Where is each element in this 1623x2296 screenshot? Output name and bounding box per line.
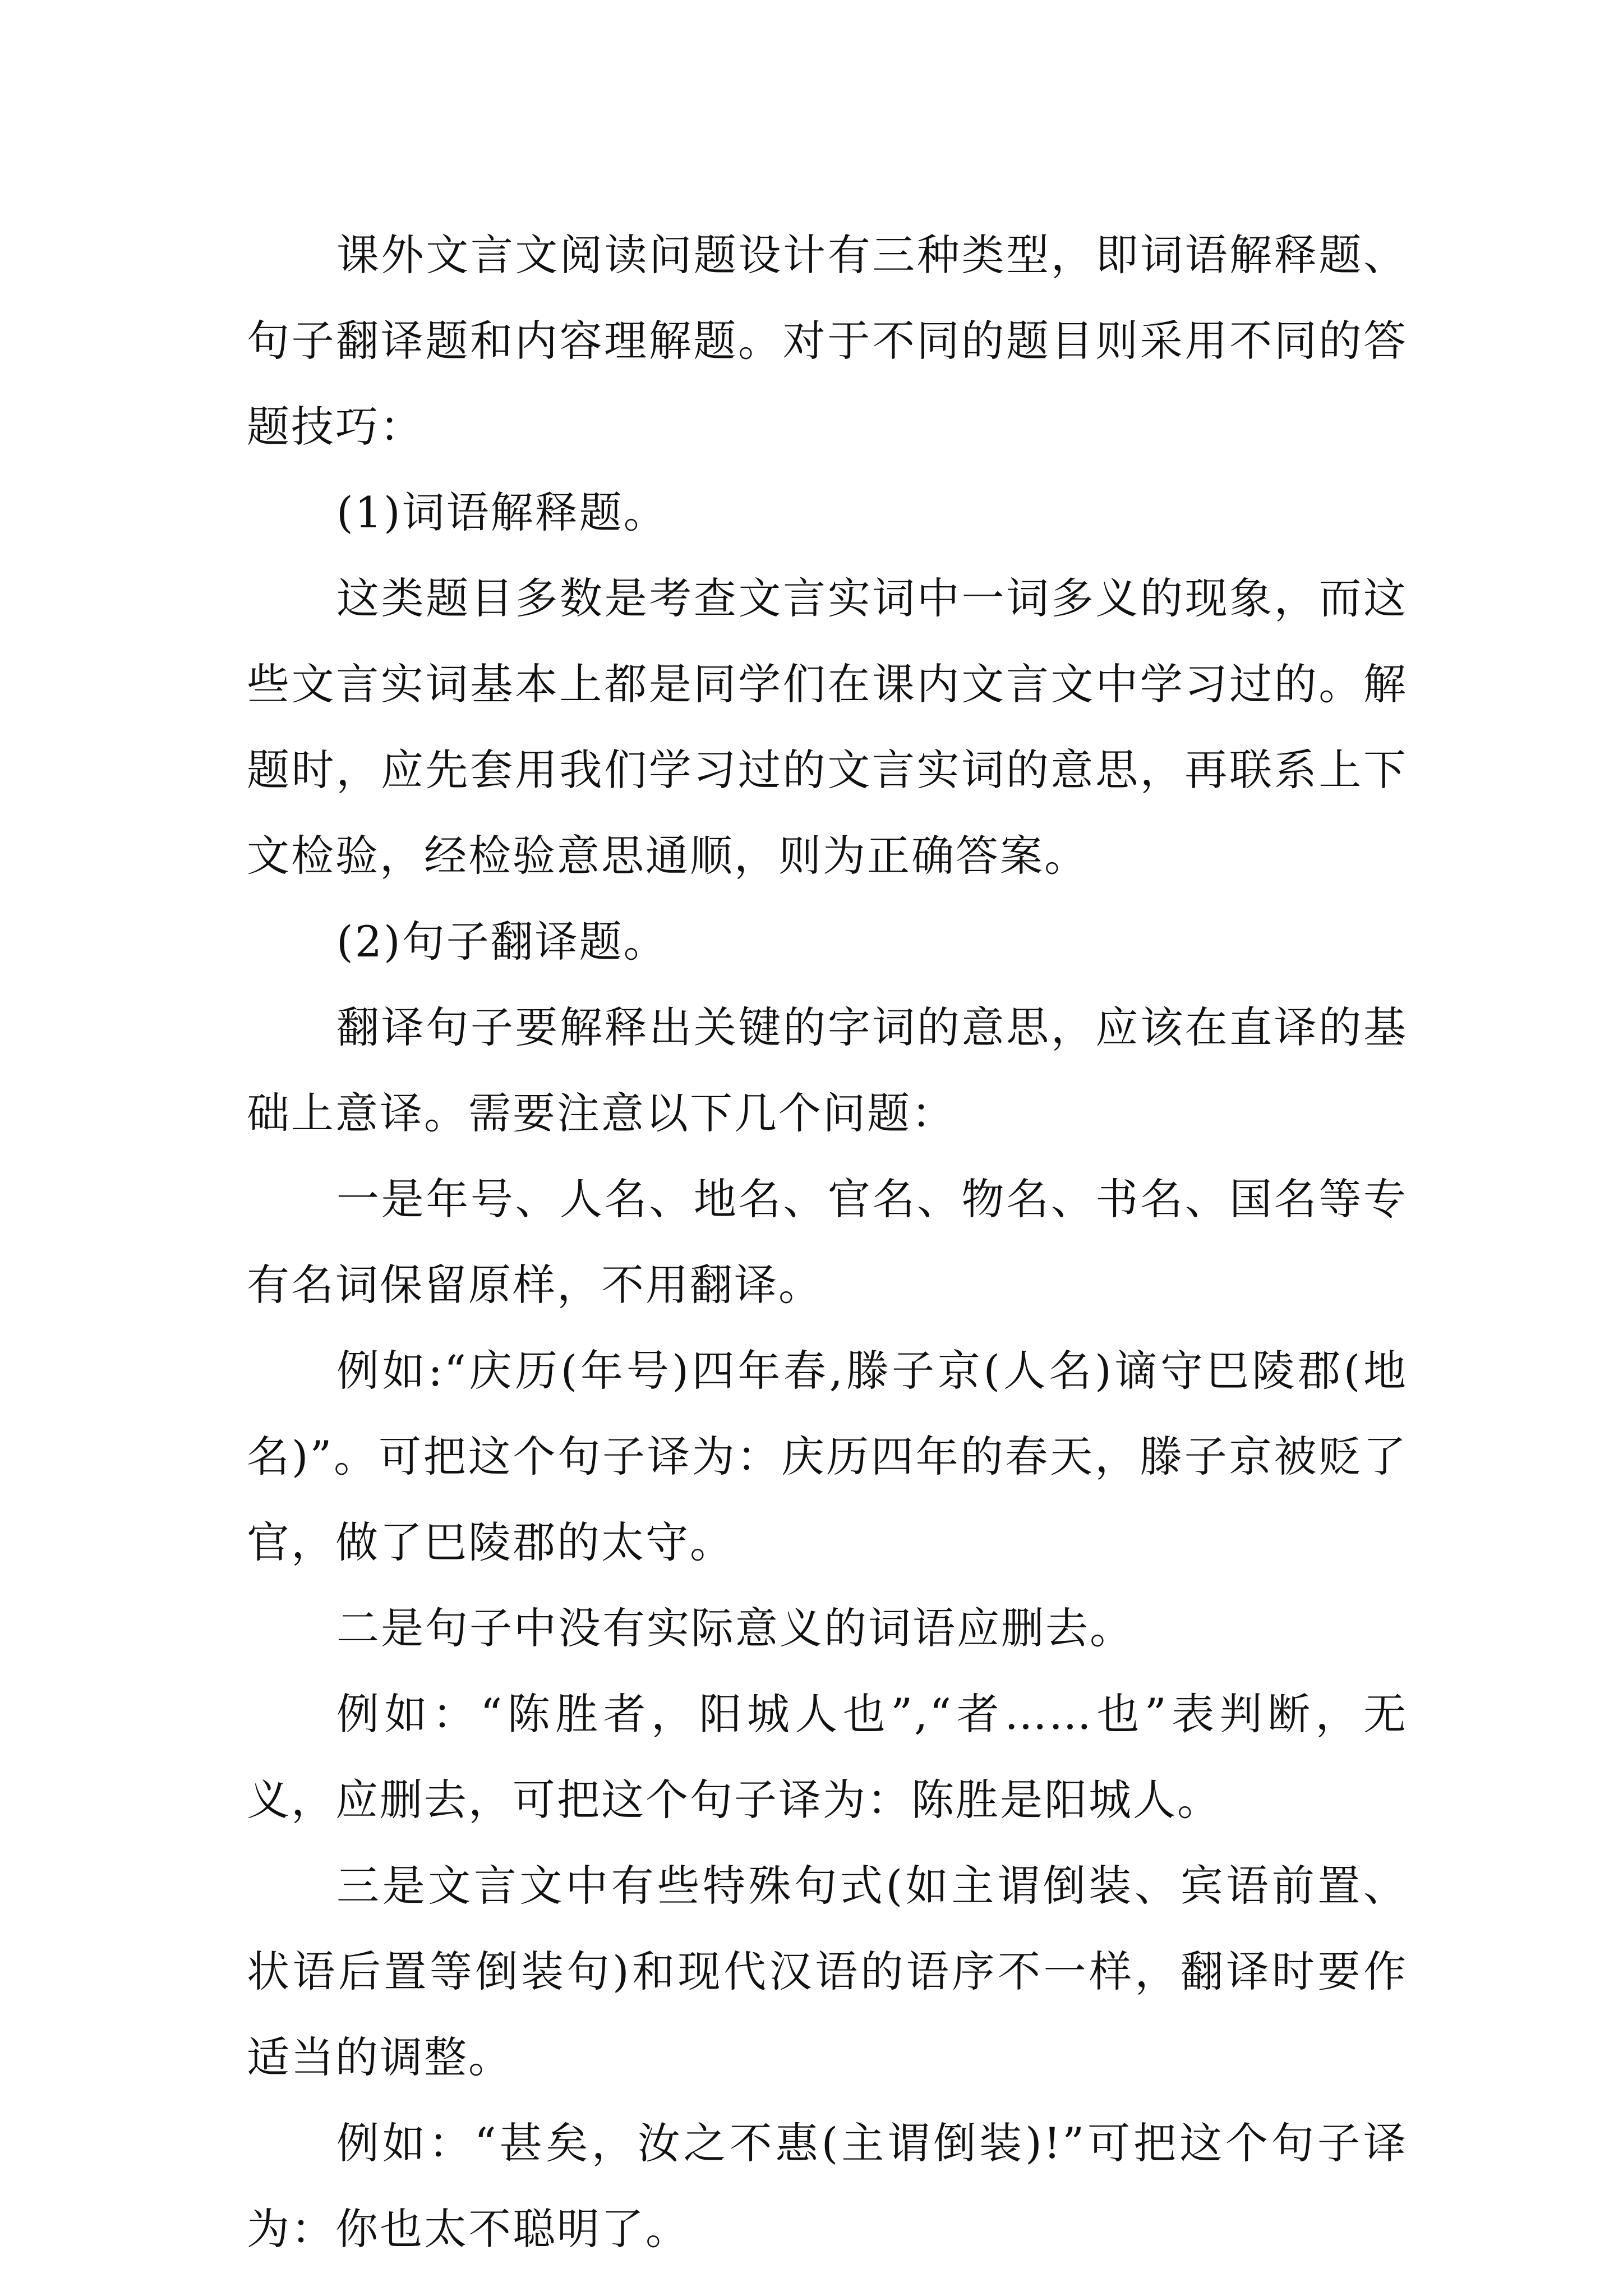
- paragraph-example-two: 例如：“陈胜者，阳城人也”,“者……也”表判断，无义，应删去，可把这个句子译为：陈胜是阳城人。: [247, 1689, 1408, 1825]
- heading-word-explanation: (1)词语解释题。: [336, 487, 668, 537]
- paragraph-point-two: 二是句子中没有实际意义的词语应删去。: [336, 1603, 1134, 1653]
- paragraph-example-three: 例如：“甚矣，汝之不惠(主谓倒装)!”可把这个句子译为：你也太不聪明了。: [247, 2118, 1408, 2254]
- paragraph-example-one: 例如:“庆历(年号)四年春,滕子京(人名)谪守巴陵郡(地名)”。可把这个句子译为：庆历四年的春天，滕子京被贬了官，做了巴陵郡的太守。: [247, 1346, 1408, 1567]
- heading-sentence-translation: (2)句子翻译题。: [336, 917, 668, 967]
- document-body: [247, 212, 1408, 2272]
- paragraph-point-one: 一是年号、人名、地名、官名、物名、书名、国名等专有名词保留原样，不用翻译。: [247, 1174, 1408, 1310]
- paragraph-point-three: 三是文言文中有些特殊句式(如主谓倒装、宾语前置、状语后置等倒装句)和现代汉语的语序不一样，翻译时要作适当的调整。: [247, 1861, 1408, 2082]
- paragraph-word-explanation: 这类题目多数是考查文言实词中一词多义的现象，而这些文言实词基本上都是同学们在课内文言文中学习过的。解题时，应先套用我们学习过的文言实词的意思，再联系上下文检验，经检验意思通顺，则为正确答案。: [247, 573, 1408, 881]
- paragraph-sentence-translation: 翻译句子要解释出关键的字词的意思，应该在直译的基础上意译。需要注意以下几个问题：: [247, 1002, 1408, 1138]
- paragraph-intro: 课外文言文阅读问题设计有三种类型，即词语解释题、句子翻译题和内容理解题。对于不同的题目则采用不同的答题技巧：: [247, 230, 1408, 452]
